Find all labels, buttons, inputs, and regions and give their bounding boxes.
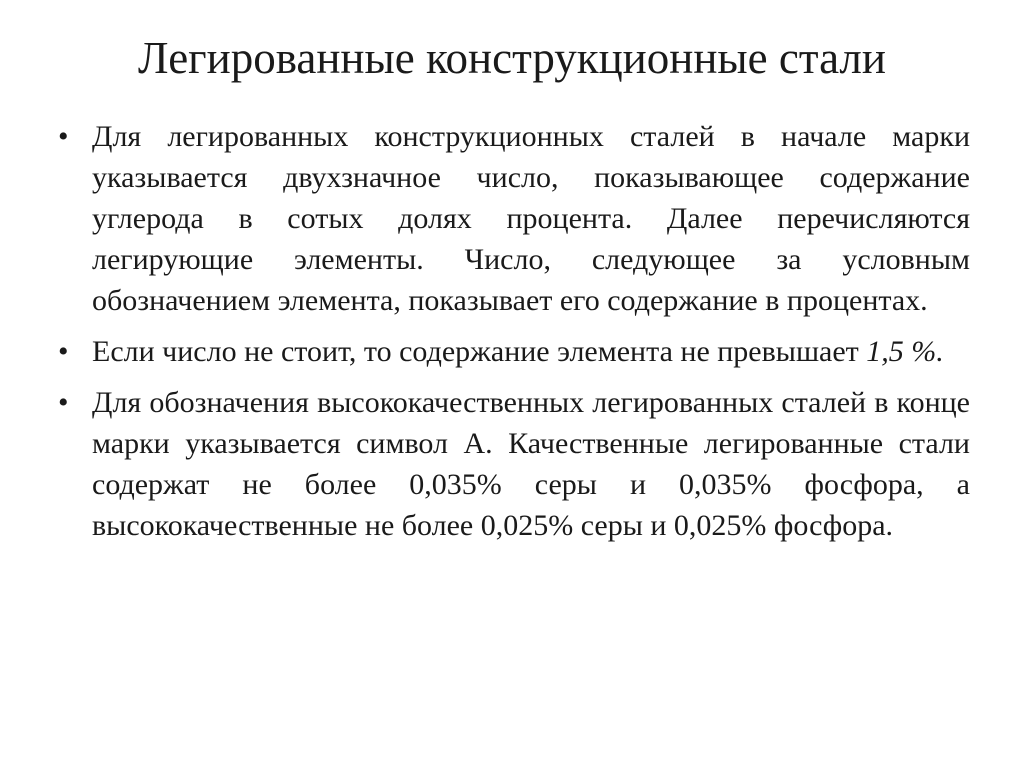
bullet-text-wrapper xyxy=(92,331,970,372)
bullet-text: Для легированных конструкционных сталей в начале марки указывается двухзначное число, показывающее содержание углерода в сотых долях процента. Далее перечисляются легирующие элементы. Число, следующее за условным обозначением элемента, показывает его содержание в процентах. xyxy=(92,120,970,317)
bullet-item xyxy=(58,116,970,321)
bullet-icon: • xyxy=(58,386,69,419)
bullet-item xyxy=(58,382,970,546)
bullet-icon: • xyxy=(58,335,69,368)
bullet-list xyxy=(58,116,970,556)
bullet-text: Для обозначения высококачественных легированных сталей в конце марки указывается символ А. Качественные легированные стали содержат не более 0,035% серы и 0,035% фосфора, а высококачественные не более 0,025% серы и 0,025% фосфора. xyxy=(92,386,970,542)
slide-title: Легированные конструкционные стали xyxy=(138,33,886,83)
bullet-italic-value: 1,5 %. xyxy=(866,335,944,368)
bullet-item xyxy=(58,331,970,372)
bullet-text: Если число не стоит, то содержание элемента не превышает xyxy=(92,335,867,368)
bullet-icon: • xyxy=(58,120,69,153)
